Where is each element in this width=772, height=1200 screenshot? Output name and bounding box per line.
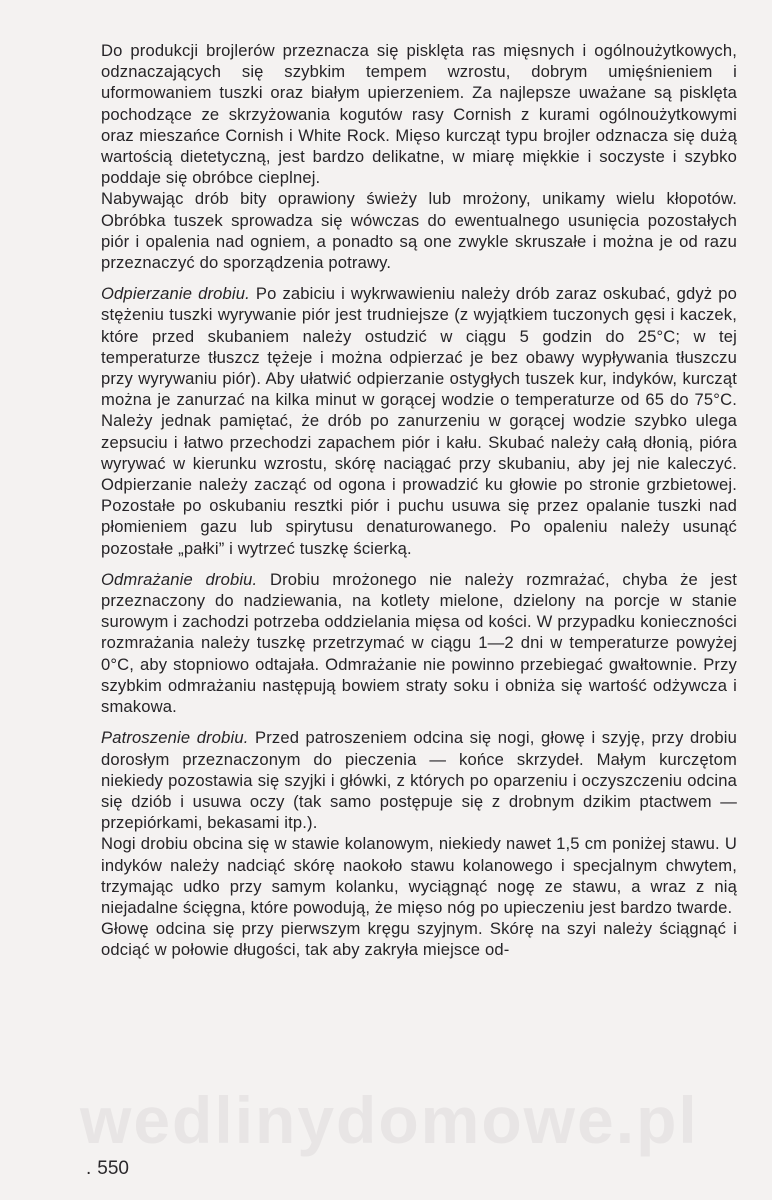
paragraph-glowa <box>101 918 737 960</box>
paragraph-drob-bity <box>101 188 737 273</box>
paragraph-text: Po zabiciu i wykrwawieniu należy drób zaraz oskubać, gdyż po stężeniu tuszki wyrywanie piór jest trudniejsze (z wyjątkiem tuczonych gęsi i kaczek, które przed skubaniem należy ostudzić w ciągu 5 godzin do 25°C; w tej temperaturze tłuszcz tężeje i można odpierzać je bez obawy wypływania tłuszczu przy wyrywaniu piór). Aby ułatwić odpierzanie ostygłych tuszek kur, indyków, kurcząt można je zanurzać na kilka minut w gorącej wodzie o temperaturze od 65 do 75°C. Należy jednak pamiętać, że drób po zanurzeniu w gorącej wodzie szybko ulega zepsuciu i łatwo przechodzi zapachem piór i kału. Skubać należy całą dłonią, pióra wyrywać w kierunku wzrostu, skórę naciągać przy skubaniu, aby jej nie kaleczyć. Odpierzanie należy zacząć od ogona i prowadzić ku głowie po stronie grzbietowej. Pozostałe po oskubaniu resztki piór i puchu usuwa się przez opalanie tuszki nad płomieniem gazu lub spirytusu denaturowanego. Po opaleniu należy usunąć pozostałe „pałki” i wytrzeć tuszkę ścierką. <box>101 284 737 558</box>
watermark: wedlinydomowe.pl <box>80 1083 699 1157</box>
page-number: 550 <box>97 1158 129 1179</box>
page-number-area <box>86 1158 129 1180</box>
paragraph-text: Nogi drobiu obcina się w stawie kolanowym, niekiedy nawet 1,5 cm poniżej stawu. U indyków należy nadciąć skórę naokoło stawu kolanowego i specjalnym chwytem, trzymając udko przy samym kolanku, wyciągnąć nogę ze stawu, a wraz z nią niejadalne ścięgna, które powodują, że mięso nóg po upieczeniu jest bardzo twarde. <box>101 834 737 917</box>
paragraph-brojlery <box>101 40 737 188</box>
paragraph-odmrazanie <box>101 569 737 717</box>
paragraph-odpierzanie <box>101 283 737 559</box>
paragraph-text: Przed patroszeniem odcina się nogi, głowę i szyję, przy drobiu dorosłym przeznaczonym do pieczenia — końce skrzydeł. Małym kurczętom niekiedy pozostawia się szyjki i główki, z których po oparzeniu i oczyszczeniu odcina się dziób i usuwa oczy (tak samo postępuje się z drobnym dzikim ptactwem — przepiórkami, bekasami itp.). <box>101 728 738 833</box>
section-heading: Odmrażanie drobiu. <box>101 569 258 589</box>
paragraph-text: Do produkcji brojlerów przeznacza się pisklęta ras mięsnych i ogólnoużytkowych, odznaczających się szybkim tempem wzrostu, dobrym umięśnieniem i uformowaniem tuszki oraz białym upierzeniem. Za najlepsze uważane są pisklęta pochodzące ze skrzyżowania kogutów rasy Cornish z kurami ogólnoużytkowymi oraz mieszańce Cornish i White Rock. Mięso kurcząt typu brojler odznacza się dużą wartością dietetyczną, jest bardzo delikatne, w miarę miękkie i soczyste i szybko poddaje się obróbce cieplnej. <box>101 41 737 188</box>
section-heading: Odpierzanie drobiu. <box>101 284 250 304</box>
paragraph-text: Głowę odcina się przy pierwszym kręgu szyjnym. Skórę na szyi należy ściągnąć i odciąć w połowie długości, tak aby zakryła miejsce od- <box>101 919 737 960</box>
paragraph-nogi <box>101 833 737 918</box>
paragraph-text: Drobiu mrożonego nie należy rozmrażać, chyba że jest przeznaczony do nadziewania, na kotlety mielone, dzielony na porcje w stanie surowym i zachodzi potrzeba oddzielania mięsa od kości. W przypadku konieczności rozmrażania należy tuszkę przetrzymać w ciągu 1—2 dni w temperaturze powyżej 0°C, aby stopniowo odtajała. Odmrażanie nie powinno przebiegać gwałtownie. Przy szybkim odmrażaniu następują bowiem straty soku i obniża się wartość odżywcza i smakowa. <box>101 569 737 717</box>
paragraph-patroszenie <box>101 727 737 833</box>
body-text <box>101 40 737 961</box>
section-heading: Patroszenie drobiu. <box>101 728 249 748</box>
paragraph-text: Nabywając drób bity oprawiony świeży lub mrożony, unikamy wielu kłopotów. Obróbka tuszek sprowadza się wówczas do ewentualnego usunięcia pozostałych piór i opalenia nad ogniem, a ponadto są one zwykle skruszałe i można je od razu przeznaczyć do sporządzenia potrawy. <box>101 189 737 273</box>
page-marker: . <box>86 1158 92 1179</box>
